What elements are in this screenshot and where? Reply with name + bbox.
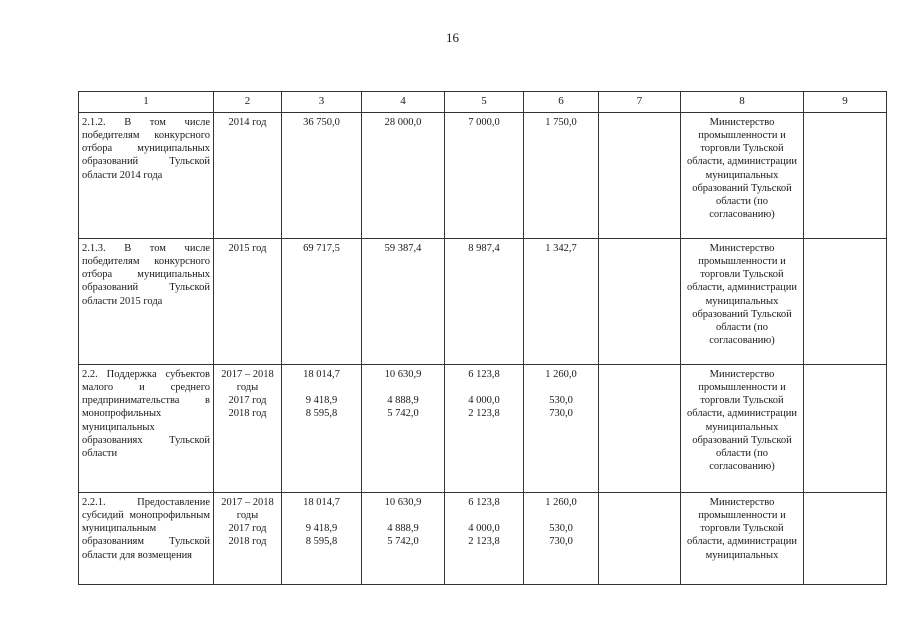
column-7-cell: [599, 365, 681, 493]
budget-cell: [362, 493, 445, 585]
value: 1 750,0: [545, 117, 577, 128]
column-9-cell: [804, 239, 887, 365]
value: 530,0: [549, 395, 573, 407]
responsible-executor: Министерство промышленности и торговли Тульской области, администрации муниципальных образований Тульской области (по согласованию): [681, 113, 804, 239]
program-table: [78, 91, 887, 585]
table-row: [79, 113, 887, 239]
value: 6 123,8: [468, 369, 500, 380]
value: 69 717,5: [303, 243, 340, 254]
total-cell: [282, 113, 362, 239]
column-header: 5: [445, 92, 524, 113]
column-header: 7: [599, 92, 681, 113]
activity-name: 2.2.1. Предоставление субсидий монопрофильным муниципальным образованиям Тульской области для возмещения: [79, 493, 214, 585]
budget-cell: [524, 239, 599, 365]
budget-cell: [362, 113, 445, 239]
column-7-cell: [599, 113, 681, 239]
responsible-executor: Министерство промышленности и торговли Тульской области, администрации муниципальных: [681, 493, 804, 585]
value: 2 123,8: [468, 536, 500, 548]
column-header: 1: [79, 92, 214, 113]
table-row: [79, 493, 887, 585]
budget-cell: [445, 493, 524, 585]
value: 18 014,7: [303, 369, 340, 380]
column-9-cell: [804, 365, 887, 493]
value: 8 595,8: [305, 536, 338, 548]
budget-cell: [445, 365, 524, 493]
value: 18 014,7: [303, 497, 340, 508]
value: 730,0: [549, 408, 573, 420]
value: 2 123,8: [468, 408, 500, 420]
year: 2018 год: [228, 536, 267, 548]
year: 2017 год: [228, 523, 267, 535]
value: 4 000,0: [468, 523, 500, 535]
total-cell: [282, 365, 362, 493]
budget-cell: [524, 493, 599, 585]
column-header: 3: [282, 92, 362, 113]
activity-name: 2.1.2. В том числе победителям конкурсного отбора муниципальных образований Тульской области 2014 года: [79, 113, 214, 239]
responsible-executor: Министерство промышленности и торговли Тульской области, администрации муниципальных образований Тульской области (по согласованию): [681, 365, 804, 493]
activity-name: 2.1.3. В том числе победителям конкурсного отбора муниципальных образований Тульской области 2015 года: [79, 239, 214, 365]
column-header: 6: [524, 92, 599, 113]
column-number-row: [79, 92, 887, 113]
period-cell: [214, 365, 282, 493]
value: 6 123,8: [468, 497, 500, 508]
page-number: 16: [446, 30, 459, 45]
value: 1 342,7: [545, 243, 577, 254]
column-9-cell: [804, 493, 887, 585]
activity-name: 2.2. Поддержка субъектов малого и среднего предпринимательства в монопрофильных муниципальных образованиях Тульской области: [79, 365, 214, 493]
value: 8 987,4: [468, 243, 500, 254]
column-header: 4: [362, 92, 445, 113]
table-row: [79, 239, 887, 365]
budget-cell: [445, 239, 524, 365]
table-row: [79, 365, 887, 493]
year: 2017 год: [228, 395, 267, 407]
value: 28 000,0: [384, 117, 422, 128]
value: 10 630,9: [384, 497, 422, 508]
period-cell: [214, 239, 282, 365]
column-header: 2: [214, 92, 282, 113]
period: 2015 год: [228, 243, 267, 254]
period-cell: [214, 493, 282, 585]
column-header: 9: [804, 92, 887, 113]
value: 1 260,0: [545, 369, 577, 380]
column-9-cell: [804, 113, 887, 239]
value: 4 888,9: [387, 523, 419, 535]
column-7-cell: [599, 239, 681, 365]
value: 8 595,8: [305, 408, 338, 420]
value: 5 742,0: [387, 408, 419, 420]
budget-cell: [524, 113, 599, 239]
budget-cell: [524, 365, 599, 493]
period-cell: [214, 113, 282, 239]
column-header: 8: [681, 92, 804, 113]
budget-cell: [445, 113, 524, 239]
column-7-cell: [599, 493, 681, 585]
year: 2018 год: [228, 408, 267, 420]
total-cell: [282, 239, 362, 365]
value: 59 387,4: [384, 243, 422, 254]
value: 4 000,0: [468, 395, 500, 407]
value: 5 742,0: [387, 536, 419, 548]
period: 2017 – 2018 годы: [221, 497, 274, 522]
value: 9 418,9: [305, 395, 338, 407]
value: 1 260,0: [545, 497, 577, 508]
value: 7 000,0: [468, 117, 500, 128]
value: 10 630,9: [384, 369, 422, 380]
value: 9 418,9: [305, 523, 338, 535]
value: 730,0: [549, 536, 573, 548]
value: 36 750,0: [303, 117, 340, 128]
period: 2017 – 2018 годы: [221, 369, 274, 394]
budget-cell: [362, 365, 445, 493]
total-cell: [282, 493, 362, 585]
value: 4 888,9: [387, 395, 419, 407]
period: 2014 год: [228, 117, 267, 128]
budget-cell: [362, 239, 445, 365]
responsible-executor: Министерство промышленности и торговли Тульской области, администрации муниципальных образований Тульской области (по согласованию): [681, 239, 804, 365]
value: 530,0: [549, 523, 573, 535]
